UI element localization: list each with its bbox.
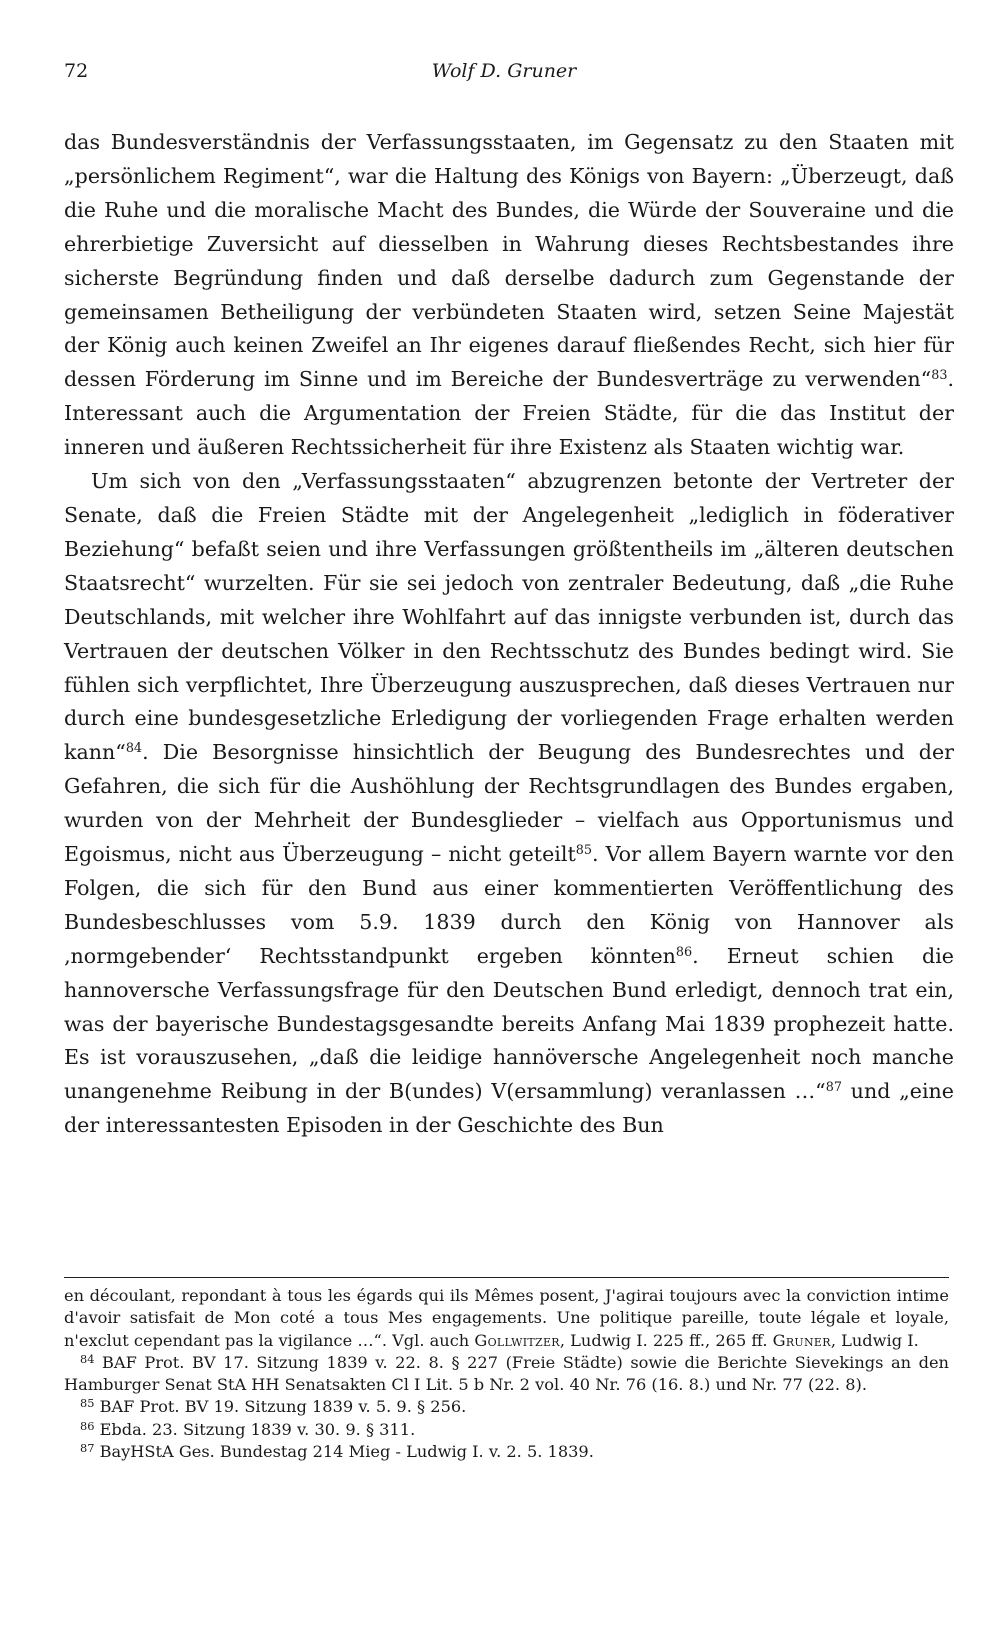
footnote-ref-86[interactable]: 86: [675, 944, 693, 960]
footnote-ref-85[interactable]: 85: [575, 843, 592, 859]
footnote-87: $^{87}$ BayHStA Ges. Bundestag 214 Mieg - Ludwig I. v. 2. 5. 1839.: [80, 1440, 594, 1462]
footnotes: [64, 1285, 949, 1463]
author-name: Gruner: [772, 1330, 831, 1350]
footnote-number: 87: [80, 1440, 95, 1455]
author-name: Gollwitzer: [474, 1330, 560, 1350]
paragraph-1: das Bundesverständnis der Verfassungsstaaten, im Gegensatz zu den Staaten mit „persönlichem Regiment“, war die Haltung des Königs von Bayern: „Überzeugt, daß die Ruhe und die moralische Macht des Bundes, die Würde der Souveraine und die ehrerbietige Zuversicht auf diesselben in Wahrung dieses Rechtsbestandes ihre sicherste Begründung finden und daß derselbe dadurch zum Gegenstande der gemeinsamen Betheiligung der verbündeten Staaten wird, setzen Seine Majestät der König auch keinen Zweifel an Ihr eigenes darauf fließendes Recht, sich hier für dessen Förderung im Sinne und im Bereiche der Bundesverträge zu verwenden“$^{83}$. Interessant auch die Argumentation der Freien Städte, für die das Institut der inneren und äußeren Rechtssicherheit für ihre Existenz als Staaten wichtig war.: [64, 130, 954, 460]
footnote-85: $^{85}$ BAF Prot. BV 19. Sitzung 1839 v. 5. 9. § 256.: [80, 1396, 467, 1417]
footnote-number: 86: [80, 1418, 95, 1433]
page-header: [64, 60, 944, 90]
footnote-86: $^{86}$ Ebda. 23. Sitzung 1839 v. 30. 9. § 311.: [80, 1418, 416, 1439]
footnote-ref-83[interactable]: 83: [931, 368, 948, 384]
footnote-number: 85: [80, 1396, 95, 1411]
page-number: 72: [64, 60, 89, 82]
running-head: Wolf D. Gruner: [431, 60, 577, 82]
footnote-number: 84: [80, 1351, 95, 1366]
footnote-separator: [64, 1277, 949, 1278]
footnote-ref-87[interactable]: 87: [825, 1080, 842, 1096]
footnote-ref-84[interactable]: 84: [125, 741, 143, 757]
footnote-continuation: en découlant, repondant à tous les égards qui ils Mêmes posent, J'agirai toujours avec la conviction intime d'avoir satisfait de Mon coté a tous Mes engagements. Une politique pareille, toute légale et loyale, n'exclut cependant pas la vigilance …“. Vgl. auch Gollwitzer, Ludwig I. 225 ff., 265 ff. Gruner, Ludwig I.: [64, 1286, 949, 1350]
paragraph-2: Um sich von den „Verfassungsstaaten“ abzugrenzen betonte der Vertreter der Senate, daß die Freien Städte mit der Angelegenheit „lediglich in föderativer Beziehung“ befaßt seien und ihre Verfassungen größtentheils im „älteren deutschen Staatsrecht“ wurzelten. Für sie sei jedoch von zentraler Bedeutung, daß „die Ruhe Deutschlands, mit welcher ihre Wohlfahrt auf das innigste verbunden ist, durch das Vertrauen der deutschen Völker in den Rechtsschutz des Bundes bedingt wird. Sie fühlen sich verpflichtet, Ihre Überzeugung auszusprechen, daß dieses Vertrauen nur durch eine bundesgesetzliche Erledigung der vorliegenden Frage erhalten werden kann“$^{84}$. Die Besorgnisse hinsichtlich der Beugung des Bundesrechtes und der Gefahren, die sich für die Aushöhlung der Rechtsgrundlagen des Bundes ergaben, wurden von der Mehrheit der Bundesglieder – vielfach aus Opportunismus und Egoismus, nicht aus Überzeugung – nicht geteilt$^{85}$. Vor allem Bayern warnte vor den Folgen, die sich für den Bund aus einer kommentierten Veröffentlichung des Bundesbeschlusses vom 5.9. 1839 durch den König von Hannover als ‚normgebender‘ Rechtsstandpunkt ergeben könnten$^{86}$. Erneut schien die hannoversche Verfassungsfrage für den Deutschen Bund erledigt, dennoch trat ein, was der bayerische Bundestagsgesandte bereits Anfang Mai 1839 prophezeit hatte. Es ist vorauszusehen, „daß die leidige hannöversche Angelegenheit noch manche unangenehme Reibung in der B(undes) V(ersammlung) veranlassen …“$^{87}$ und „eine der interessantesten Episoden in der Geschichte des Bun: [64, 469, 955, 1138]
main-text: [64, 126, 954, 1143]
footnote-84: $^{84}$ BAF Prot. BV 17. Sitzung 1839 v. 22. 8. § 227 (Freie Städte) sowie die Berichte Sievekings an den Hamburger Senat StA HH Senatsakten Cl I Lit. 5 b Nr. 2 vol. 40 Nr. 76 (16. 8.) und Nr. 77 (22. 8).: [64, 1351, 949, 1395]
